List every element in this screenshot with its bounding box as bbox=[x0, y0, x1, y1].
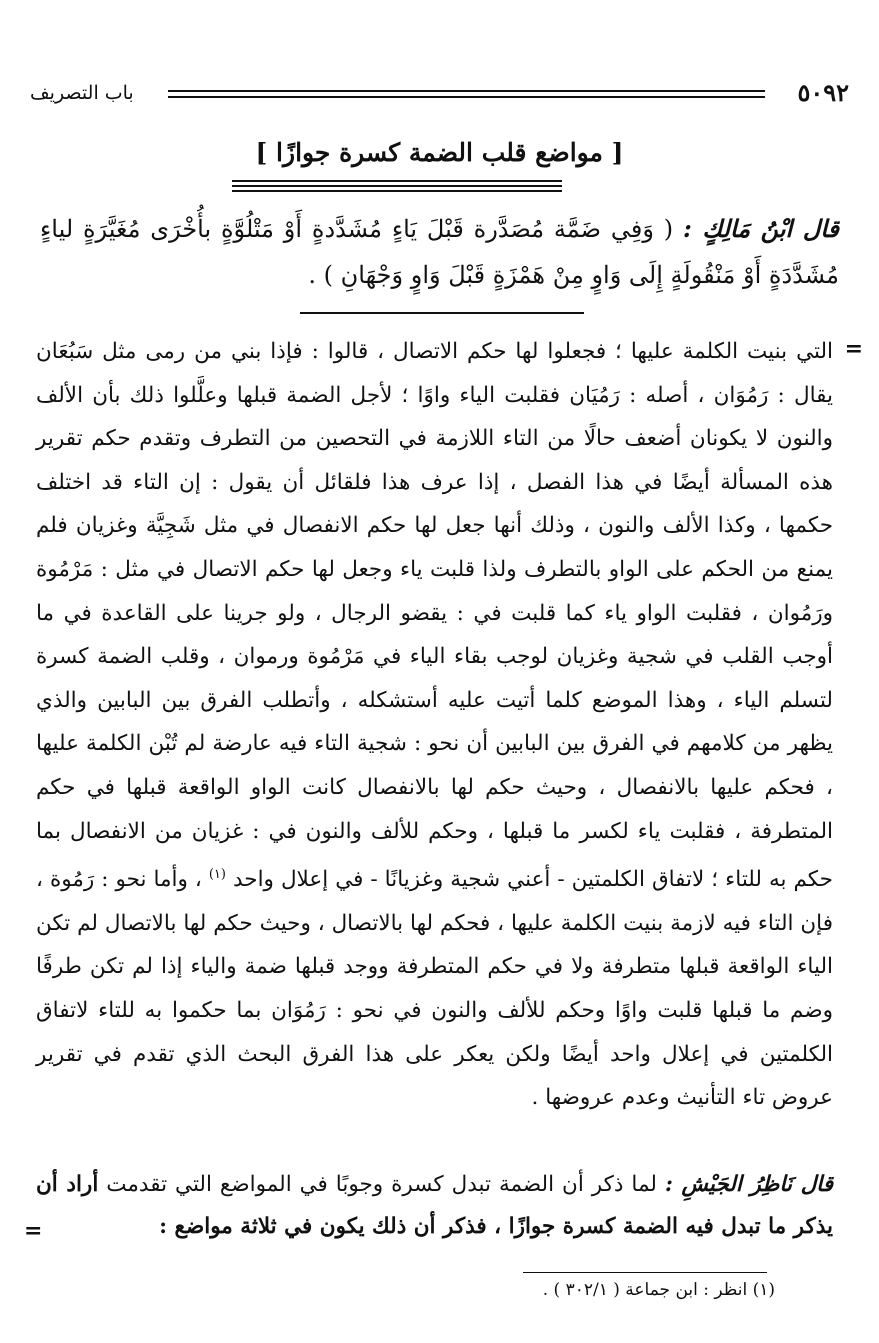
footnote-divider bbox=[523, 1272, 767, 1273]
continuation-mark-top: = bbox=[844, 336, 863, 362]
header-double-rule bbox=[168, 90, 765, 98]
running-header bbox=[20, 78, 861, 112]
commentator-text: لما ذكر أن الضمة تبدل كسرة وجوبًا في المواضع التي تقدمت bbox=[106, 1172, 657, 1197]
chapter-title: باب التصريف bbox=[30, 82, 134, 104]
commentator-bold-text: أراد أن يذكر ما تبدل فيه الضمة كسرة جوازًا ، فذكر أن ذلك يكون في ثلاثة مواضع : bbox=[36, 1172, 833, 1239]
commentary-body bbox=[36, 330, 833, 1120]
verse-divider bbox=[300, 312, 584, 314]
heading-triple-rule bbox=[232, 180, 562, 195]
footnote: (١) انظر : ابن جماعة ( ٣٠٢/١ ) . bbox=[542, 1280, 775, 1300]
verse-block bbox=[40, 206, 839, 298]
footnote-reference[interactable]: (١) bbox=[208, 867, 226, 883]
commentary-paragraph bbox=[36, 330, 833, 1120]
commentator-speaker: قال نَاظِرُ الجَيْشِ : bbox=[664, 1172, 834, 1197]
commentator-line bbox=[36, 1164, 833, 1248]
section-heading: [ مواضع قلب الضمة كسرة جوازًا ] bbox=[255, 138, 624, 167]
commentary-text: التي بنيت الكلمة عليها ؛ فجعلوا لها حكم الاتصال ، قالوا : فإذا بني من رمى مثل سَبُعَان يقال : رَمُوَان ، أصله : رَمُيَان فقلبت الياء واوًا ؛ لأجل الضمة قبلها وعلَّلوا ذلك بأن الألف والنون لا يكونان أضعف حالًا من التاء اللازمة في التحصين من التطرف وتقدم حكم تقرير هذه المسألة أيضًا في هذا الفصل ، إذا عرف هذا فلقائل أن يقول : إن التاء قد اختلف حكمها ، وكذا الألف والنون ، وذلك أنها جعل لها حكم الانفصال في مثل شَجِيَّة وغزيان فلم يمنع من الحكم على الواو بالتطرف ولذا قلبت ياء وجعل لها حكم الاتصال في مثل : مَرْمُوة ورَمُوان ، فقلبت الواو ياء كما قلبت في : يقضو الرجال ، ولو جرينا على القاعدة في ما أوجب القلب في شجية وغزيان لوجب بقاء الياء في مَرْمُوة ورموان ، وقلب الضمة كسرة لتسلم الياء ، وهذا الموضع كلما أتيت عليه أستشكله ، وأتطلب الفرق بين البابين والذي يظهر من كلامهم في الفرق بين البابين أن نحو : شجية التاء فيه عارضة لم تُبْن الكلمة عليها ، فحكم عليها بالانفصال ، وحيث حكم لها بالانفصال كانت الواو الواقعة قبلها في حكم المتطرفة ، فقلبت ياء لكسر ما قبلها ، وحكم للألف والنون في : غزيان من الانفصال بما حكم به للتاء ؛ لاتفاق الكلمتين - أعني شجية وغزيانًا - في إعلال واحد bbox=[36, 339, 833, 893]
commentator-paragraph bbox=[36, 1164, 833, 1248]
verse-text: ( وَفِي ضَمَّة مُصَدَّرة قَبْلَ يَاءٍ مُشَدَّدةٍ أَوْ مَتْلُوَّةٍ بأُخْرَى مُغَيَّرَةٍ لياءٍ مُشَدَّدَةٍ أَوْ مَنْقُولَةٍ إِلَى وَاوٍ مِنْ هَمْزَةٍ قَبْلَ وَاوٍ وَجْهَانِ ) . bbox=[40, 215, 839, 289]
page-number: ٥٠٩٢ bbox=[797, 78, 849, 107]
verse-speaker: قال ابْنُ مَالِكٍ : bbox=[682, 214, 839, 243]
continuation-mark-bottom: = bbox=[24, 1218, 43, 1244]
commentary-text-continued: ، وأما نحو : رَمُوة ، فإن التاء فيه لازمة بنيت الكلمة عليها ، فحكم لها بالاتصال ، وحيث حكم لها بالاتصال لم تكن الياء الواقعة قبلها متطرفة ولا في حكم المتطرفة ووجد قبلها ضمة والياء إذا لم تكن طرفًا وضم ما قبلها قلبت واوًا وحكم للألف والنون في نحو : رَمُوَان بما حكموا به للتاء لاتفاق الكلمتين في إعلال واحد أيضًا ولكن يعكر على هذا الفرق البحث الذي تقدم في تقرير عروض تاء التأنيث وعدم عروضها . bbox=[36, 867, 833, 1111]
